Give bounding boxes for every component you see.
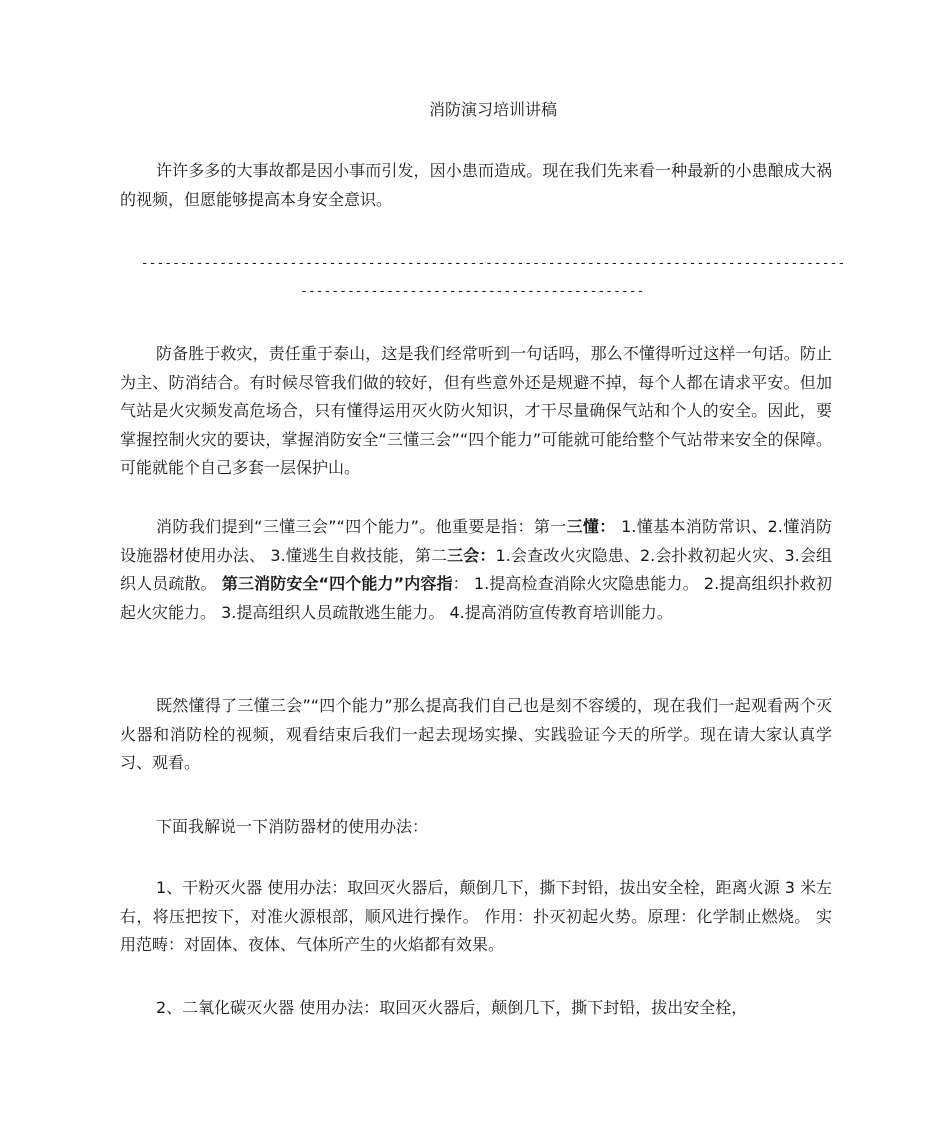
text-run: ： 1.提高检查消除火灾隐患能力。 2.提高组织扑救初起火灾能力。 3.提高组织人员疏散逃生能力。 4.提高消防宣传教育培训能力。 [120, 574, 832, 622]
text-run: 1.会查改火灾隐患、2.会扑救初起火灾、3.会组织人员疏散。 [120, 545, 832, 593]
bold-run: 三会： [447, 545, 496, 565]
bold-run: 三懂： [566, 517, 616, 536]
separator-line: -------------------------------------------- [300, 284, 645, 299]
separator-line: ------------------------------------------------------------------------------------------ [140, 256, 846, 271]
paragraph-fire-prevention: 防备胜于救灾，责任重于泰山，这是我们经常听到一句话吗，那么不懂得听过这样一句话。防止为主、防消结合。有时候尽管我们做的较好，但有些意外还是规避不掉，每个人都在请求平安。但加气站是火灾频发高危场合，只有懂得运用灭火防火知识，才干尽量确保气站和个人的安全。因此，要掌握控制火灾的要诀，掌握消防安全“三懂三会”“四个能力”可能就可能给整个气站带来安全的保障。可能就能个自己多套一层保护山。 [120, 344, 832, 477]
paragraph-co2: 2、二氧化碳灭火器 使用办法：取回灭火器后，颠倒几下，撕下封铅，拔出安全栓， [156, 998, 748, 1017]
intro-paragraph: 许许多多的大事故都是因小事而引发，因小患而造成。现在我们先来看一种最新的小患酿成大祸的视频，但愿能够提高本身安全意识。 [120, 161, 832, 209]
text-run: 1.懂基本消防常识、2.懂消防设施器材使用办法、 3.懂逃生自救技能，第二 [120, 517, 832, 565]
paragraph-equipment-intro: 下面我解说一下消防器材的使用办法： [156, 817, 429, 836]
text-run: 消防我们提到“三懂三会”“四个能力”。他重要是指：第一 [156, 517, 567, 536]
paragraph-video-intro: 既然懂得了三懂三会”“四个能力”那么提高我们自己也是刻不容缓的，现在我们一起观看两个灭火器和消防栓的视频，观看结束后我们一起去现场实操、实践验证今天的所学。现在请大家认真学习、观看。 [120, 696, 832, 772]
bold-run: 第三消防安全“四个能力”内容指 [221, 574, 453, 593]
document-title: 消防演习培训讲稿 [428, 100, 557, 119]
paragraph-dry-powder: 1、干粉灭火器 使用办法：取回灭火器后，颠倒几下，撕下封铅，拔出安全栓，距离火源 3 米左右，将压把按下，对准火源根部，顺风进行操作。 作用：扑灭初起火势。原理：化学制止燃烧。 实用范畴：对固体、夜体、气体所产生的火焰都有效果。 [120, 878, 832, 954]
paragraph-three-understand [120, 513, 832, 627]
